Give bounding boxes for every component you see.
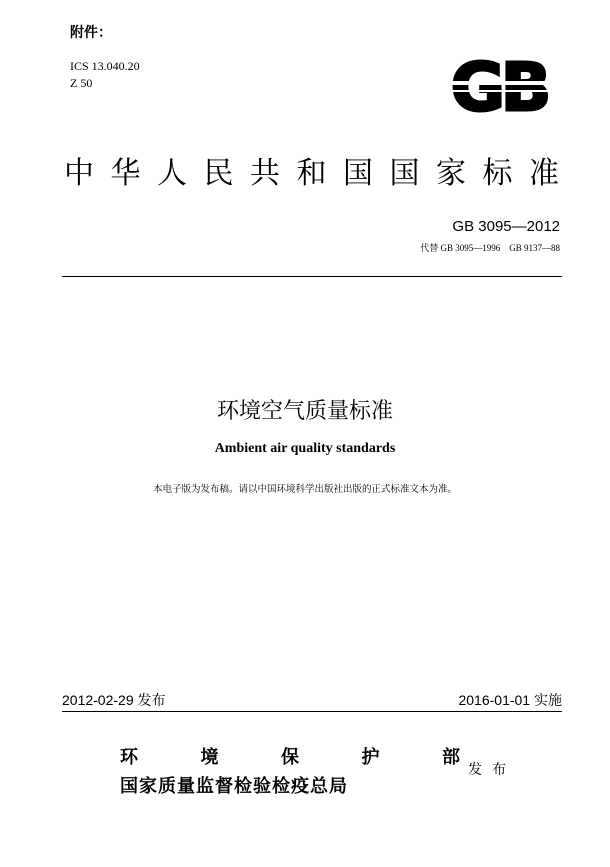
attachment-label: 附件： <box>70 25 112 41</box>
issuer-quality-bureau: 国家质量监督检验检疫总局 <box>120 776 348 797</box>
bottom-divider <box>62 711 562 712</box>
issuer-char: 环 <box>120 747 138 768</box>
issuer-environment-ministry <box>120 743 460 769</box>
issuer-char: 部 <box>442 747 460 768</box>
replaces-note: 代替 GB 3095—1996 GB 9137—88 <box>420 243 560 253</box>
issuer-char: 护 <box>361 747 380 768</box>
gb-logo <box>440 55 558 117</box>
standard-code: GB 3095—2012 <box>452 218 560 235</box>
title-chinese: 环境空气质量标准 <box>216 399 393 424</box>
edition-note: 本电子版为发布稿。请以中国环境科学出版社出版的正式标准文本为准。 <box>152 484 457 495</box>
title-english: Ambient air quality standards <box>214 441 396 456</box>
issue-action: 发布 <box>468 762 516 778</box>
issuer-char: 境 <box>200 747 219 768</box>
national-standard-heading: 中华人民共和国国家标准 <box>64 156 576 191</box>
issuer-char: 保 <box>281 747 299 768</box>
publish-date: 2012-02-29 发布 <box>62 692 166 708</box>
ccs-code: Z 50 <box>70 76 93 90</box>
ics-code: ICS 13.040.20 <box>70 59 140 73</box>
top-divider <box>62 276 562 277</box>
classification-codes <box>70 58 140 92</box>
gb-logo-text: GB <box>450 55 548 117</box>
implement-date: 2016-01-01 实施 <box>458 692 562 708</box>
